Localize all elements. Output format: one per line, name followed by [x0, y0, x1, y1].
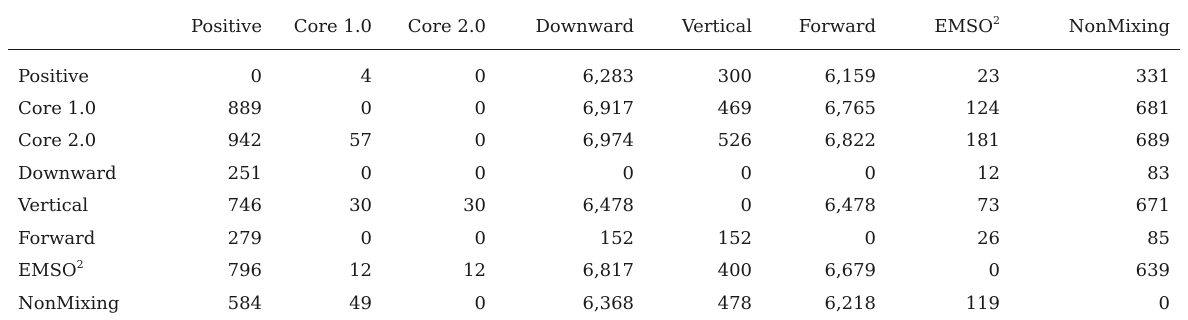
- table-cell: 584: [227, 292, 262, 314]
- table-cell: 0: [360, 227, 372, 249]
- row-label: [8, 255, 154, 288]
- table-cell: 681: [1135, 97, 1170, 119]
- table-cell: 83: [1147, 162, 1170, 184]
- table-cell: 152: [717, 227, 752, 249]
- table-row: [8, 190, 1180, 223]
- table-cell: 6,478: [824, 195, 876, 217]
- table-cell: 0: [474, 130, 486, 152]
- table-cell: 689: [1135, 130, 1170, 152]
- table-cell: 6,478: [582, 195, 634, 217]
- comparison-table-container: [8, 0, 1180, 320]
- table-cell: 0: [250, 65, 262, 87]
- table-cell: 26: [977, 227, 1000, 249]
- table-cell: 251: [227, 162, 262, 184]
- column-header-label: Forward: [798, 16, 876, 37]
- table-row: [8, 92, 1180, 125]
- column-header-label: NonMixing: [1068, 16, 1170, 37]
- column-header-core-1-0: [272, 0, 382, 50]
- table-cell: 30: [349, 195, 372, 217]
- table-cell: 0: [864, 162, 876, 184]
- table-cell: 12: [977, 162, 1000, 184]
- table-cell: 6,368: [582, 292, 634, 314]
- table-row: [8, 222, 1180, 255]
- column-header-downward: [496, 0, 644, 50]
- table-row: [8, 50, 1180, 93]
- table-cell: 0: [988, 260, 1000, 282]
- table-cell: 526: [717, 130, 752, 152]
- table-cell: 4: [360, 65, 372, 87]
- column-header-positive: [154, 0, 272, 50]
- table-cell: 400: [717, 260, 752, 282]
- row-label-text: Positive: [18, 65, 90, 87]
- comparison-table: [8, 0, 1180, 320]
- column-header-label: Vertical: [681, 16, 752, 37]
- table-body: [8, 50, 1180, 320]
- table-cell: 124: [965, 97, 1000, 119]
- column-header-vertical: [644, 0, 762, 50]
- table-cell: 6,765: [824, 97, 876, 119]
- column-header-label: Positive: [190, 16, 262, 37]
- table-cell: 6,974: [582, 130, 634, 152]
- column-header-emso: [886, 0, 1010, 50]
- table-cell: 152: [599, 227, 634, 249]
- table-cell: 6,817: [582, 260, 634, 282]
- table-header: [8, 0, 1180, 50]
- column-header-nonmixing: [1010, 0, 1180, 50]
- row-label: [8, 92, 154, 125]
- table-cell: 0: [622, 162, 634, 184]
- row-label-text: EMSO: [18, 260, 77, 282]
- table-cell: 889: [227, 97, 262, 119]
- table-cell: 6,679: [824, 260, 876, 282]
- column-header-core-2-0: [382, 0, 496, 50]
- table-cell: 6,822: [824, 130, 876, 152]
- table-cell: 181: [965, 130, 1000, 152]
- table-cell: 746: [227, 195, 262, 217]
- table-cell: 0: [1158, 292, 1170, 314]
- table-cell: 331: [1135, 65, 1170, 87]
- table-cell: 57: [349, 130, 372, 152]
- table-cell: 73: [977, 195, 1000, 217]
- row-label-superscript: 2: [76, 258, 84, 272]
- table-cell: 279: [227, 227, 262, 249]
- table-cell: 6,917: [582, 97, 634, 119]
- table-cell: 0: [360, 97, 372, 119]
- table-row: [8, 125, 1180, 158]
- table-cell: 0: [864, 227, 876, 249]
- table-cell: 6,218: [824, 292, 876, 314]
- row-label-text: Forward: [18, 227, 96, 249]
- table-cell: 0: [474, 162, 486, 184]
- column-header-label: Core 1.0: [293, 16, 372, 37]
- table-cell: 942: [227, 130, 262, 152]
- table-cell: 23: [977, 65, 1000, 87]
- row-label: [8, 222, 154, 255]
- table-cell: 469: [717, 97, 752, 119]
- table-cell: 119: [965, 292, 1000, 314]
- header-corner: [8, 0, 154, 50]
- column-header-forward: [762, 0, 886, 50]
- table-cell: 0: [474, 65, 486, 87]
- column-header-label: Downward: [535, 16, 634, 37]
- table-cell: 30: [463, 195, 486, 217]
- table-cell: 0: [740, 162, 752, 184]
- table-cell: 300: [717, 65, 752, 87]
- table-cell: 0: [474, 292, 486, 314]
- row-label: [8, 287, 154, 320]
- row-label: [8, 157, 154, 190]
- table-cell: 639: [1135, 260, 1170, 282]
- table-cell: 0: [360, 162, 372, 184]
- table-cell: 0: [474, 227, 486, 249]
- table-cell: 6,159: [824, 65, 876, 87]
- row-label-text: Core 2.0: [18, 130, 97, 152]
- row-label-text: Core 1.0: [18, 97, 97, 119]
- row-label: [8, 125, 154, 158]
- table-cell: 12: [463, 260, 486, 282]
- column-header-label: EMSO: [934, 16, 993, 37]
- table-cell: 6,283: [582, 65, 634, 87]
- header-row: [8, 0, 1180, 50]
- table-cell: 85: [1147, 227, 1170, 249]
- row-label-text: Downward: [18, 162, 117, 184]
- table-cell: 478: [717, 292, 752, 314]
- row-label-text: NonMixing: [18, 292, 120, 314]
- table-row: [8, 287, 1180, 320]
- row-label: [8, 190, 154, 223]
- table-cell: 0: [474, 97, 486, 119]
- table-cell: 671: [1135, 195, 1170, 217]
- column-header-superscript: 2: [993, 14, 1000, 27]
- column-header-label: Core 2.0: [407, 16, 486, 37]
- table-row: [8, 255, 1180, 288]
- table-cell: 49: [349, 292, 372, 314]
- table-row: [8, 157, 1180, 190]
- row-label-text: Vertical: [18, 195, 89, 217]
- table-cell: 12: [349, 260, 372, 282]
- table-cell: 796: [227, 260, 262, 282]
- row-label: [8, 50, 154, 93]
- table-cell: 0: [740, 195, 752, 217]
